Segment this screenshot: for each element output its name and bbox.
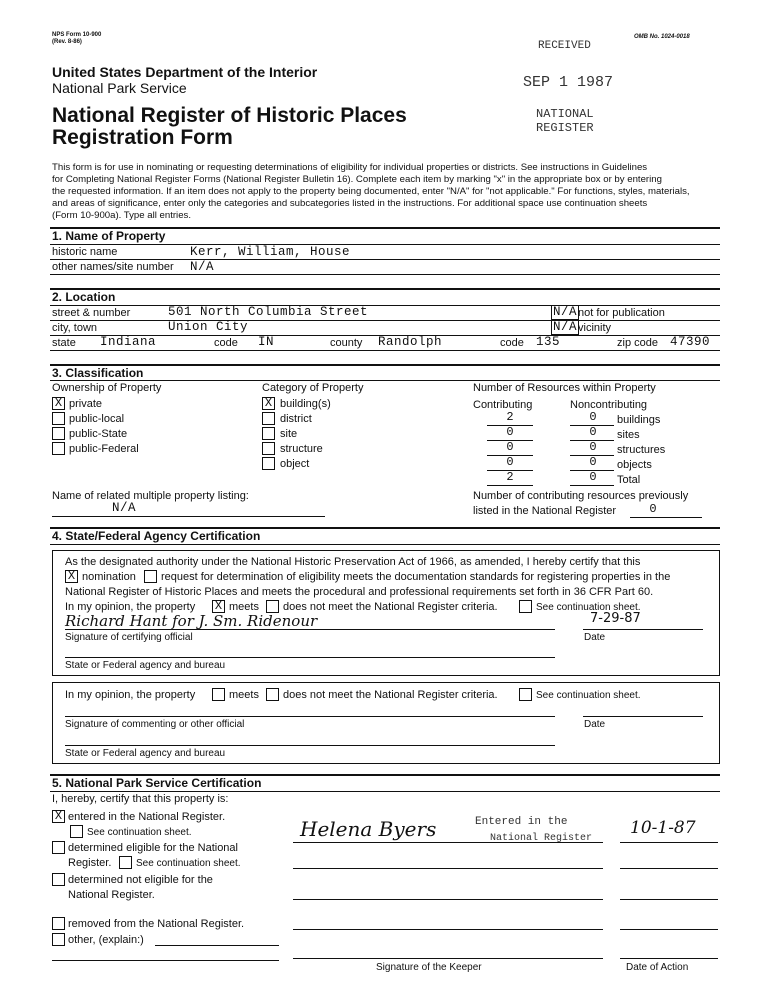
- does-not-meet-label-2: does not meet the National Register criteria.: [283, 689, 498, 701]
- form-title: National Register of Historic Places: [52, 104, 407, 127]
- category-checkbox-structure[interactable]: [262, 442, 275, 455]
- keeper-date-line: [620, 842, 718, 843]
- noncontributing-sites-count[interactable]: 0: [589, 425, 597, 439]
- category-checkbox-site[interactable]: [262, 427, 275, 440]
- section-rule: [50, 244, 720, 245]
- resource-label-total: Total: [617, 474, 641, 486]
- national-stamp: NATIONAL: [536, 107, 594, 121]
- keeper-signature: Helena Byers: [300, 817, 437, 841]
- noncontributing-buildings-count[interactable]: 0: [589, 410, 597, 424]
- agency-line: [65, 745, 555, 746]
- certifying-date-value[interactable]: 7-29-87: [590, 611, 641, 626]
- keeper-certify-intro: I, hereby, certify that this property is:: [52, 793, 229, 805]
- field-rule: [50, 259, 720, 260]
- count-underline: [570, 485, 614, 486]
- resources-heading: Number of Resources within Property: [473, 382, 656, 394]
- department-name: United States Department of the Interior: [52, 64, 318, 80]
- date-of-action-label: Date of Action: [626, 962, 689, 973]
- continuation-sheet-checkbox[interactable]: [519, 600, 532, 613]
- section-5-title: 5. National Park Service Certification: [52, 776, 262, 790]
- field-rule: [630, 517, 702, 518]
- intro-line-2: for Completing National Register Forms (National Register Bulletin 16). Complete each item by marking "x" in the appropriate box or by entering: [52, 174, 662, 185]
- form-subtitle: Registration Form: [52, 126, 233, 149]
- date-line: [583, 716, 703, 717]
- state-code-value[interactable]: IN: [258, 335, 275, 349]
- vicinity-label: vicinity: [578, 322, 612, 334]
- category-checkbox-object[interactable]: [262, 457, 275, 470]
- eligible-continuation-label: See continuation sheet.: [136, 858, 241, 869]
- vicinity-box[interactable]: N/A: [553, 320, 578, 334]
- entered-continuation-label: See continuation sheet.: [87, 827, 192, 838]
- ownership-heading: Ownership of Property: [52, 382, 162, 394]
- continuation-sheet-label: See continuation sheet.: [536, 602, 641, 613]
- keeper-date-line: [620, 868, 718, 869]
- entered-checkbox[interactable]: X: [52, 810, 65, 823]
- date-line: [583, 629, 703, 630]
- keeper-line: [293, 899, 603, 900]
- count-underline: [487, 485, 533, 486]
- section-rule: [50, 364, 720, 366]
- category-label-district: district: [280, 413, 312, 425]
- field-rule: [50, 274, 720, 275]
- contributing-objects-count[interactable]: 0: [506, 455, 514, 469]
- other-explain-line: [155, 945, 279, 946]
- category-label-object: object: [280, 458, 310, 470]
- keeper-date-line: [620, 899, 718, 900]
- eligible-label-1: determined eligible for the National: [68, 842, 238, 854]
- category-label-buildings: building(s): [280, 398, 331, 410]
- entered-label: entered in the National Register.: [68, 811, 226, 823]
- contributing-structures-count[interactable]: 0: [506, 440, 514, 454]
- other-explain-line-2: [52, 960, 279, 961]
- noncontributing-objects-count[interactable]: 0: [589, 455, 597, 469]
- continuation-sheet-label-2: See continuation sheet.: [536, 690, 641, 701]
- removed-label: removed from the National Register.: [68, 918, 245, 930]
- county-label: county: [330, 337, 363, 349]
- resource-label-objects: objects: [617, 459, 652, 471]
- eligible-continuation-checkbox[interactable]: [119, 856, 132, 869]
- commenting-date-label: Date: [584, 719, 606, 730]
- contributing-sites-count[interactable]: 0: [506, 425, 514, 439]
- certifying-signature-label: Signature of certifying official: [65, 632, 193, 643]
- ownership-checkbox-private[interactable]: X: [52, 397, 65, 410]
- category-heading: Category of Property: [262, 382, 364, 394]
- category-checkbox-district[interactable]: [262, 412, 275, 425]
- certifying-date-label: Date: [584, 632, 606, 643]
- section-rule: [50, 544, 720, 545]
- section-rule: [50, 305, 720, 306]
- intro-line-1: This form is for use in nominating or requesting determinations of eligibility for individual properties or districts. See instructions in Guidelines: [52, 162, 648, 173]
- meets-label-2: meets: [229, 689, 259, 701]
- category-label-structure: structure: [280, 443, 323, 455]
- keeper-line: [293, 929, 603, 930]
- category-checkbox-buildings[interactable]: X: [262, 397, 275, 410]
- ownership-label-private: private: [69, 398, 103, 410]
- ownership-label-public-federal: public-Federal: [69, 443, 139, 455]
- not-eligible-label-2: National Register.: [68, 889, 155, 901]
- state-value[interactable]: Indiana: [100, 335, 157, 349]
- does-not-meet-label: does not meet the National Register criteria.: [283, 601, 498, 613]
- opinion-label: In my opinion, the property: [65, 601, 196, 613]
- contributing-heading: Contributing: [473, 399, 533, 411]
- resource-label-buildings: buildings: [617, 414, 661, 426]
- commenting-agency-label: State or Federal agency and bureau: [65, 748, 226, 759]
- signature-line: [65, 716, 555, 717]
- historic-name-label: historic name: [52, 246, 118, 258]
- ownership-label-public-local: public-local: [69, 413, 125, 425]
- state-code-label: code: [214, 337, 238, 349]
- keeper-signature-label: Signature of the Keeper: [376, 962, 482, 973]
- received-stamp: RECEIVED: [538, 40, 591, 52]
- county-value[interactable]: Randolph: [378, 335, 443, 349]
- form-revision: (Rev. 8-86): [52, 39, 82, 45]
- category-label-site: site: [280, 428, 298, 440]
- ownership-checkbox-public-federal[interactable]: [52, 442, 65, 455]
- not-eligible-label-1: determined not eligible for the: [68, 874, 213, 886]
- section-3-title: 3. Classification: [52, 366, 144, 380]
- received-date-stamp: SEP 1 1987: [523, 74, 614, 91]
- intro-line-3: the requested information. If an item does not apply to the property being documented, enter "N/A" for "not applicable." For functions, styles, materials,: [52, 186, 690, 197]
- nomination-label: nomination: [82, 571, 136, 583]
- keeper-line: [293, 842, 603, 843]
- eligible-label-2: Register.: [68, 857, 112, 869]
- other-label: other, (explain:): [68, 934, 144, 946]
- noncontributing-heading: Noncontributing: [570, 399, 648, 411]
- previously-listed-label-1: Number of contributing resources previously: [473, 490, 689, 502]
- other-names-value[interactable]: N/A: [190, 260, 215, 274]
- not-for-publication-box[interactable]: N/A: [553, 305, 578, 319]
- commenting-signature-label: Signature of commenting or other official: [65, 719, 245, 730]
- zip-value[interactable]: 47390: [670, 335, 711, 349]
- service-name: National Park Service: [52, 80, 187, 96]
- city-label: city, town: [52, 322, 98, 334]
- county-code-value[interactable]: 135: [536, 335, 561, 349]
- resource-label-sites: sites: [617, 429, 640, 441]
- ownership-checkbox-public-local[interactable]: [52, 412, 65, 425]
- nomination-checkbox[interactable]: X: [65, 570, 78, 583]
- meets-label: meets: [229, 601, 259, 613]
- cert-paragraph-line-3: National Register of Historic Places and meets the procedural and professional requirements set forth in 36 CFR Part 60.: [65, 586, 654, 598]
- not-for-publication-label: not for publication: [578, 307, 665, 319]
- noncontributing-structures-count[interactable]: 0: [589, 440, 597, 454]
- field-rule: [50, 350, 720, 351]
- keeper-line: [293, 958, 603, 959]
- previously-listed-count[interactable]: 0: [649, 502, 657, 516]
- section-rule: [50, 380, 720, 381]
- meets-checkbox-2[interactable]: [212, 688, 225, 701]
- intro-line-5: (Form 10-900a). Type all entries.: [52, 210, 191, 221]
- multiple-listing-value[interactable]: N/A: [112, 501, 137, 515]
- field-rule: [50, 320, 720, 321]
- contributing-buildings-count[interactable]: 2: [506, 410, 514, 424]
- keeper-date-line: [620, 958, 718, 959]
- city-value[interactable]: Union City: [168, 320, 249, 334]
- certifying-signature: Richard Hant for J. Sm. Ridenour: [65, 612, 318, 630]
- keeper-date-line: [620, 929, 718, 930]
- determination-request-checkbox[interactable]: [144, 570, 157, 583]
- zip-label: zip code: [617, 337, 658, 349]
- ownership-checkbox-public-state[interactable]: [52, 427, 65, 440]
- intro-line-4: and areas of significance, enter only the categories and subcategories listed in the instructions. For additional space use continuation sheets: [52, 198, 648, 209]
- entered-continuation-checkbox[interactable]: [70, 825, 83, 838]
- does-not-meet-checkbox-2[interactable]: [266, 688, 279, 701]
- other-names-label: other names/site number: [52, 261, 174, 273]
- removed-checkbox[interactable]: [52, 917, 65, 930]
- opinion-label-2: In my opinion, the property: [65, 689, 196, 701]
- section-rule: [50, 288, 720, 290]
- entered-stamp-line-2: National Register: [490, 833, 593, 844]
- other-checkbox[interactable]: [52, 933, 65, 946]
- previously-listed-label-2: listed in the National Register: [473, 505, 617, 517]
- meets-checkbox[interactable]: X: [212, 600, 225, 613]
- state-label: state: [52, 337, 76, 349]
- section-1-title: 1. Name of Property: [52, 229, 166, 243]
- register-stamp: REGISTER: [536, 121, 594, 135]
- street-value[interactable]: 501 North Columbia Street: [168, 305, 369, 319]
- field-rule: [52, 516, 325, 517]
- ownership-label-public-state: public-State: [69, 428, 128, 440]
- entered-stamp-line-1: Entered in the: [475, 816, 568, 828]
- signature-line: [65, 629, 555, 630]
- section-rule: [50, 791, 720, 792]
- continuation-sheet-checkbox-2[interactable]: [519, 688, 532, 701]
- keeper-line: [293, 868, 603, 869]
- action-date-value[interactable]: 10-1-87: [630, 818, 696, 838]
- resource-label-structures: structures: [617, 444, 666, 456]
- section-2-title: 2. Location: [52, 290, 116, 304]
- cert-paragraph-line-2: request for determination of eligibility meets the documentation standards for registering properties in the: [161, 571, 671, 583]
- contributing-total-count[interactable]: 2: [506, 470, 514, 484]
- agency-line: [65, 657, 555, 658]
- noncontributing-total-count[interactable]: 0: [589, 470, 597, 484]
- county-code-label: code: [500, 337, 524, 349]
- omb-number: OMB No. 1024-0018: [634, 34, 690, 40]
- cert-paragraph-line-1: As the designated authority under the National Historic Preservation Act of 1966, as amended, I hereby certify that this: [65, 556, 641, 568]
- eligible-checkbox[interactable]: [52, 841, 65, 854]
- section-4-title: 4. State/Federal Agency Certification: [52, 529, 261, 543]
- historic-name-value[interactable]: Kerr, William, House: [190, 245, 351, 259]
- not-eligible-checkbox[interactable]: [52, 873, 65, 886]
- certifying-agency-label: State or Federal agency and bureau: [65, 660, 226, 671]
- form-number: NPS Form 10-900: [52, 32, 102, 38]
- multiple-listing-label: Name of related multiple property listing:: [52, 490, 249, 502]
- street-label: street & number: [52, 307, 131, 319]
